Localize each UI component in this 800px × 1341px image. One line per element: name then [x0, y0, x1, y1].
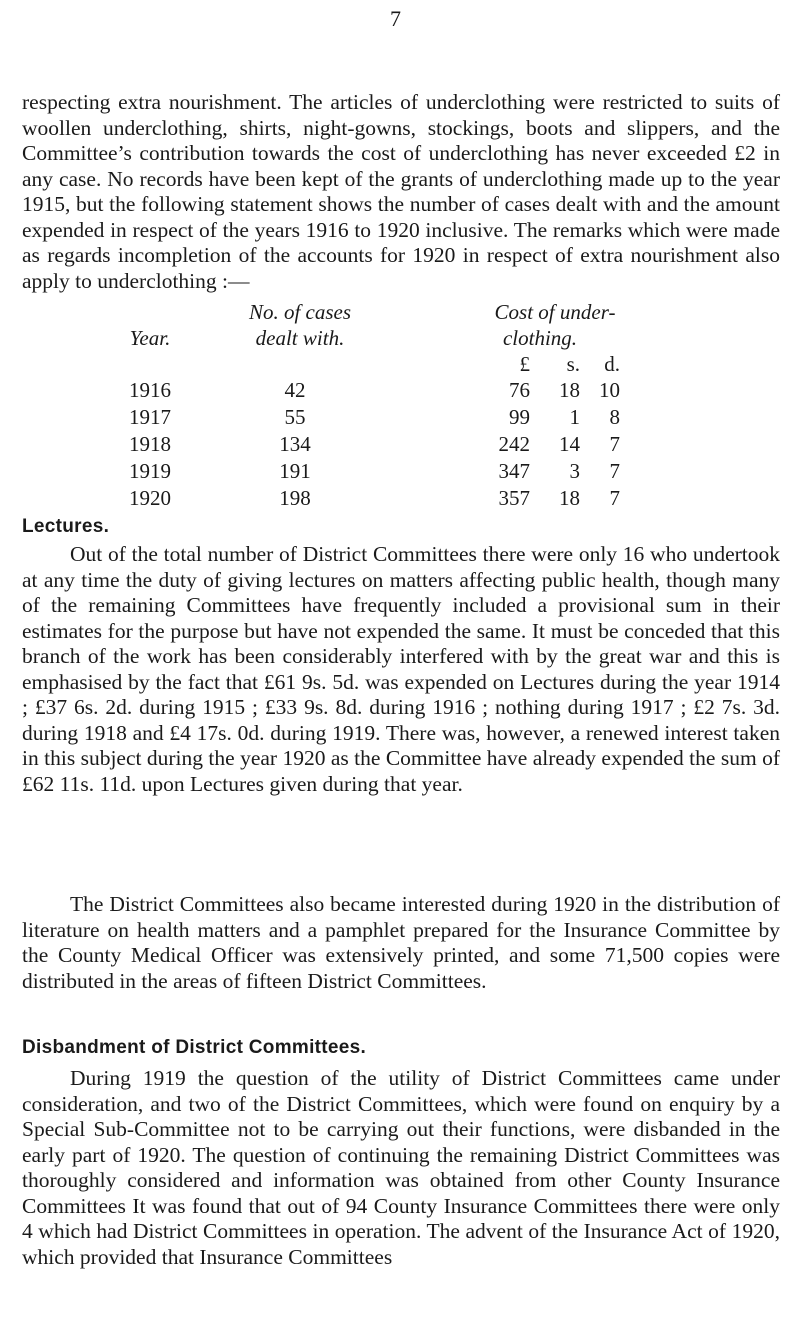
col-header-year: Year. [129, 326, 171, 350]
row-year: 1920 [129, 486, 171, 510]
row-year: 1916 [129, 378, 171, 402]
row-cases: 42 [284, 378, 306, 402]
row-shillings: 18 [559, 378, 580, 402]
paragraph-lectures: Out of the total number of District Committees there were only 16 who undertook at any time the duty of giving lectures on matters affecting public health, though many of the remaining Committees have frequently included a provisional sum in their estimates for the purpose but have not expended the same. It must be conceded that this branch of the work has been considerably interfered with by the great war and this is emphasised by the fact that £61 9s. 5d. was expended on Lectures during the year 1914 ; £37 6s. 2d. during 1915 ; £33 9s. 8d. during 1916 ; nothing during 1917 ; £2 7s. 3d. during 1918 and £4 17s. 0d. during 1919. There was, however, a renewed interest taken in this subject during the year 1920 as the Committee have already expended the sum of £62 11s. 11d. upon Lectures given during that year. [22, 542, 780, 796]
row-pence: 8 [609, 405, 620, 429]
row-pence: 7 [609, 486, 620, 510]
col-header-cost-line2: clothing. [502, 326, 578, 350]
row-year: 1917 [129, 405, 171, 429]
row-pounds: 76 [509, 378, 530, 402]
row-cases: 191 [279, 459, 311, 483]
row-shillings: 14 [559, 432, 580, 456]
row-year: 1918 [129, 432, 171, 456]
row-cases: 134 [279, 432, 311, 456]
row-cases: 55 [284, 405, 306, 429]
paragraph-literature: The District Committees also became interested during 1920 in the distribution of literature on health matters and a pamphlet prepared for the Insurance Committee by the County Medical Officer was extensively printed, and some 71,500 copies were distributed in the areas of fifteen District Committees. [22, 892, 780, 993]
heading-lectures: Lectures. [22, 516, 110, 537]
unit-pounds: £ [519, 352, 530, 376]
col-header-cases-line2: dealt with. [255, 326, 345, 350]
unit-pence: d. [604, 352, 620, 376]
page-number: 7 [390, 6, 401, 31]
paragraph-underclothing: respecting extra nourishment. The articles of underclothing were restricted to suits of woollen underclothing, shirts, night-gowns, stockings, boots and slippers, and the Committee’s contribution towards the cost of underclothing has never exceeded £2 in any case. No records have been kept of the grants of underclothing made up to the year 1915, but the following statement shows the number of cases dealt with and the amount expended in respect of the years 1916 to 1920 inclusive. The remarks which were made as regards incompletion of the accounts for 1920 in respect of extra nourishment also apply to underclothing :— [22, 90, 780, 293]
row-shillings: 18 [559, 486, 580, 510]
paragraph-disbandment: During 1919 the question of the utility of District Committees came under consideration, and two of the District Committees, which were found on enquiry by a Special Sub-Committee not to be carrying out their functions, were disbanded in the early part of 1920. The question of continuing the remaining District Committees was thoroughly considered and information was obtained from other County Insurance Committees It was found that out of 94 County Insurance Committees there were only 4 which had District Committees in operation. The advent of the Insurance Act of 1920, which provided that Insurance Committees [22, 1066, 780, 1269]
row-pounds: 99 [509, 405, 530, 429]
row-pence: 10 [599, 378, 620, 402]
row-shillings: 3 [569, 459, 580, 483]
row-pence: 7 [609, 432, 620, 456]
row-pounds: 242 [498, 432, 530, 456]
row-pounds: 347 [498, 459, 530, 483]
col-header-cases-line1: No. of cases [248, 300, 352, 324]
row-pence: 7 [609, 459, 620, 483]
row-pounds: 357 [498, 486, 530, 510]
col-header-cost-line1: Cost of under- [494, 300, 616, 324]
unit-shillings: s. [566, 352, 580, 376]
heading-disbandment: Disbandment of District Committees. [22, 1037, 367, 1058]
row-year: 1919 [129, 459, 171, 483]
row-cases: 198 [279, 486, 311, 510]
row-shillings: 1 [569, 405, 580, 429]
